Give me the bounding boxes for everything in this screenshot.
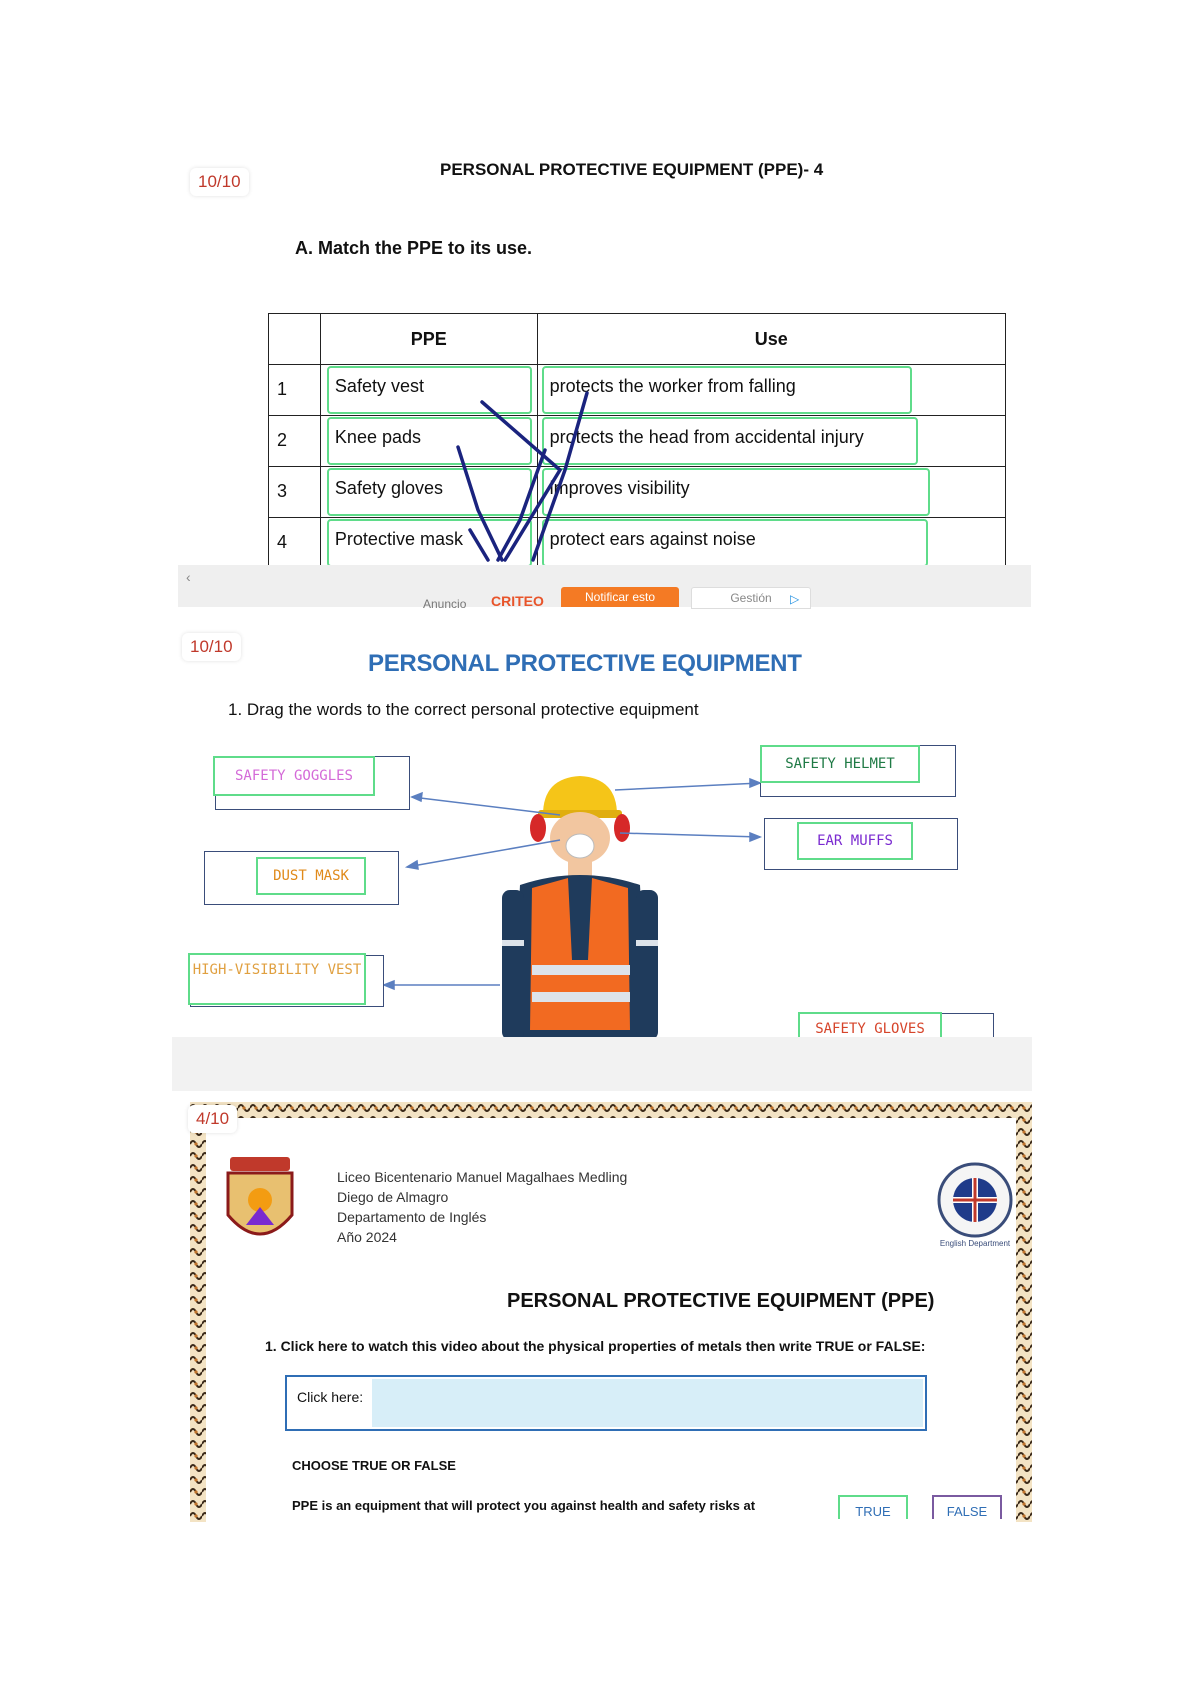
worksheet-title: PERSONAL PROTECTIVE EQUIPMENT <box>368 650 802 677</box>
ad-brand-logo[interactable]: CRITEO <box>491 593 544 609</box>
false-button[interactable]: FALSE <box>932 1495 1002 1519</box>
true-button[interactable]: TRUE <box>838 1495 908 1519</box>
english-department-badge-icon <box>935 1160 1015 1250</box>
video-link-field[interactable] <box>372 1379 923 1427</box>
row-number: 2 <box>277 430 288 450</box>
click-here-label: Click here: <box>297 1389 364 1405</box>
use-item[interactable]: protects the worker from falling <box>542 366 912 414</box>
ppe-item[interactable]: Protective mask <box>327 519 532 565</box>
ppe-item[interactable]: Knee pads <box>327 417 532 465</box>
use-item[interactable]: improves visibility <box>542 468 930 516</box>
video-link-box[interactable] <box>285 1375 927 1431</box>
worksheet-title: PERSONAL PROTECTIVE EQUIPMENT (PPE) <box>507 1290 935 1312</box>
use-header: Use <box>537 314 1005 365</box>
row-number: 1 <box>277 379 288 399</box>
row-number: 4 <box>277 532 288 552</box>
word-safety-helmet[interactable]: SAFETY HELMET <box>760 745 920 783</box>
choose-heading: CHOOSE TRUE OR FALSE <box>292 1458 456 1473</box>
score-badge: 4/10 <box>188 1105 237 1133</box>
school-year: Año 2024 <box>337 1229 397 1245</box>
worksheet-title: PERSONAL PROTECTIVE EQUIPMENT (PPE)- 4 <box>440 160 824 179</box>
word-dust-mask[interactable]: DUST MASK <box>256 857 366 895</box>
use-item[interactable]: protect ears against noise <box>542 519 928 565</box>
instruction: 1. Drag the words to the correct personal protective equipment <box>228 700 699 719</box>
word-safety-goggles[interactable]: SAFETY GOGGLES <box>213 756 375 796</box>
school-department: Departamento de Inglés <box>337 1209 487 1225</box>
word-safety-gloves[interactable]: SAFETY GLOVES <box>798 1012 942 1042</box>
manage-button[interactable]: Gestión <box>691 587 811 609</box>
question: 1. Click here to watch this video about the physical properties of metals then write TRUE or FALSE: <box>265 1338 926 1354</box>
page-separator <box>172 1037 1032 1091</box>
word-ear-muffs[interactable]: EAR MUFFS <box>797 822 913 860</box>
use-item[interactable]: protects the head from accidental injury <box>542 417 918 465</box>
school-crest-icon <box>220 1155 300 1255</box>
badge-text: English Department <box>939 1239 1011 1248</box>
word-high-visibility-vest[interactable]: HIGH-VISIBILITY VEST <box>188 953 366 1005</box>
row-number: 3 <box>277 481 288 501</box>
score-badge: 10/10 <box>182 633 241 661</box>
instruction: A. Match the PPE to its use. <box>295 238 533 258</box>
score-badge: 10/10 <box>190 168 249 196</box>
ad-info-icon[interactable]: ▷ <box>790 592 800 606</box>
school-info <box>337 1167 627 1247</box>
ppe-header: PPE <box>320 314 537 365</box>
ppe-item[interactable]: Safety gloves <box>327 468 532 516</box>
statement: PPE is an equipment that will protect you against health and safety risks at <box>292 1498 756 1513</box>
ad-label: Anuncio <box>423 597 467 611</box>
notify-button[interactable]: Notificar esto <box>561 587 679 607</box>
school-city: Diego de Almagro <box>337 1189 449 1205</box>
ppe-item[interactable]: Safety vest <box>327 366 532 414</box>
school-name: Liceo Bicentenario Manuel Magalhaes Medling <box>337 1169 628 1185</box>
back-arrow-icon[interactable]: ‹ <box>186 569 191 585</box>
